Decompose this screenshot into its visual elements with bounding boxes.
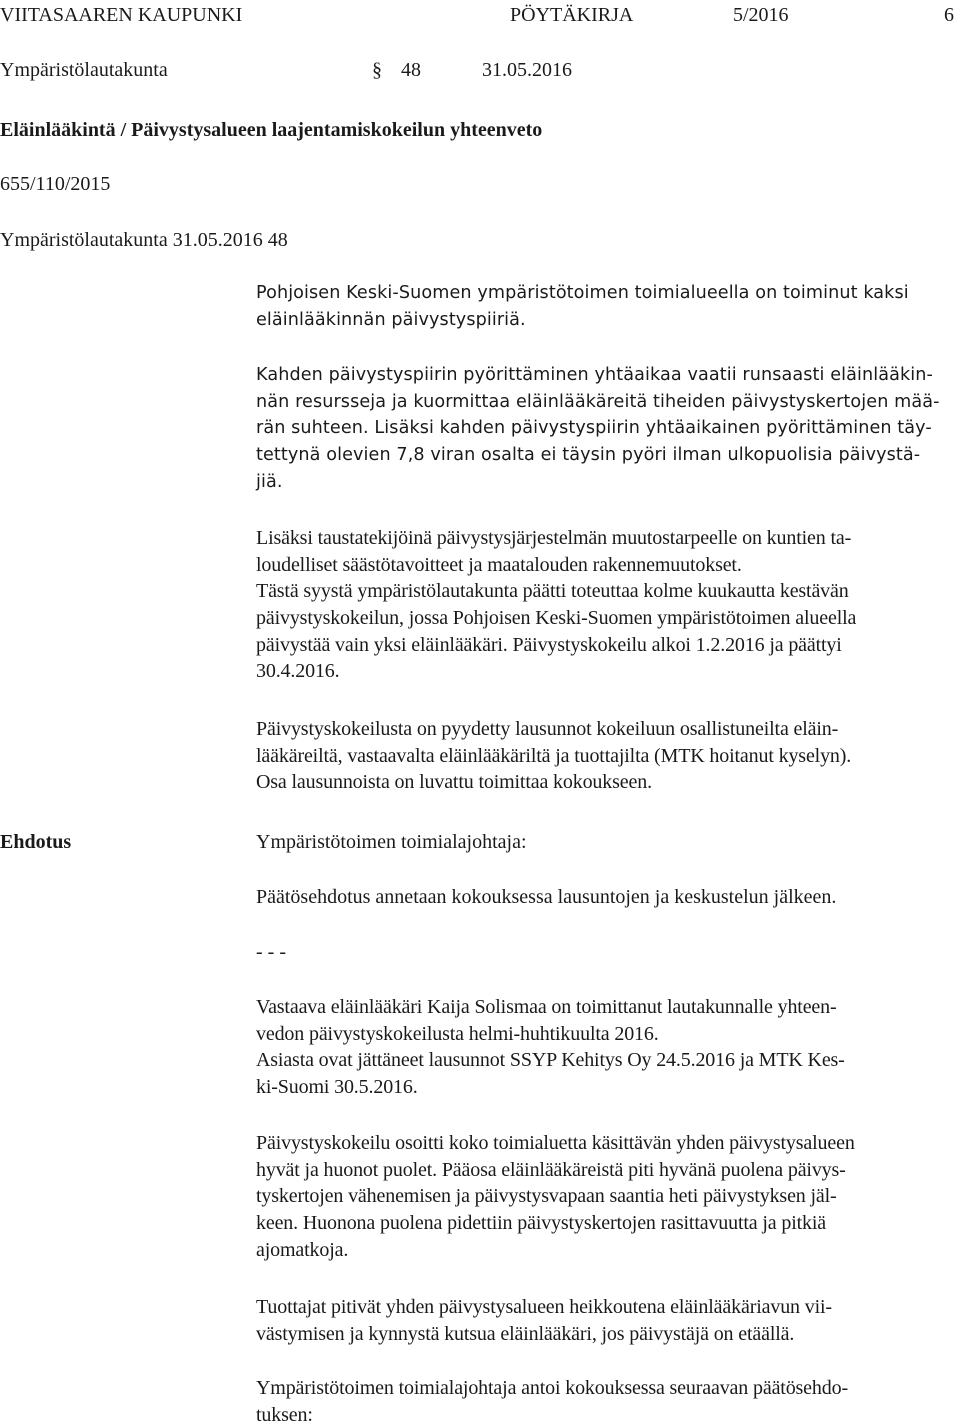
city-name: VIITASAAREN KAUPUNKI — [0, 4, 243, 26]
paragraph-line: vedon päivystyskokeilusta helmi-huhtikuulta 2016. — [256, 1022, 659, 1045]
paragraph-line: Päivystyskokeilusta on pyydetty lausunnot kokeiluun osallistuneilta eläin- — [256, 718, 839, 740]
proposal-presenter: Ympäristötoimen toimialajohtaja: — [256, 831, 527, 853]
paragraph-1 — [256, 280, 956, 333]
paragraph-line: västymisen ja kynnystä kutsua eläinlääkäri, jos päivystäjä on etäällä. — [256, 1322, 795, 1345]
board-name: Ympäristölautakunta — [0, 59, 168, 81]
paragraph-8 — [256, 1375, 956, 1428]
paragraph-2 — [256, 362, 956, 495]
paragraph-line: rän suhteen. Lisäksi kahden päivystyspiirin yhtäaikainen pyörittäminen täy- — [256, 418, 932, 439]
paragraph-5 — [256, 994, 956, 1101]
section-sign: § — [372, 59, 382, 81]
paragraph-line: Tästä syystä ympäristölautakunta päätti toteuttaa kolme kuukautta kestävän — [256, 580, 849, 603]
paragraph-line: hyvät ja huonot puolet. Pääosa eläinlääkäreistä piti hyvänä puolena päivys- — [256, 1158, 846, 1181]
item-reference: 655/110/2015 — [0, 173, 111, 195]
paragraph-line: Osa lausunnoista on luvattu toimittaa kokoukseen. — [256, 771, 652, 794]
paragraph-line: päivystyskokeilun, jossa Pohjoisen Keski-Suomen ympäristötoimen alueella — [256, 607, 857, 630]
document-type: PÖYTÄKIRJA — [510, 4, 634, 26]
paragraph-line: ki-Suomi 30.5.2016. — [256, 1076, 418, 1099]
page-number: 6 — [944, 4, 954, 26]
paragraph-line: Vastaava eläinlääkäri Kaija Solismaa on toimittanut lautakunnalle yhteen- — [256, 996, 837, 1018]
separator: - - - — [256, 941, 286, 963]
paragraph-line: tettynä olevien 7,8 viran osalta ei täysin pyöri ilman ulkopuolisia päivystä- — [256, 445, 921, 466]
paragraph-line: Ympäristötoimen toimialajohtaja antoi kokouksessa seuraavan päätösehdo- — [256, 1377, 848, 1399]
meeting-date: 31.05.2016 — [482, 59, 572, 81]
paragraph-line: Asiasta ovat jättäneet lausunnot SSYP Kehitys Oy 24.5.2016 ja MTK Kes- — [256, 1049, 845, 1072]
paragraph-line: 30.4.2016. — [256, 660, 340, 683]
paragraph-line: Pohjoisen Keski-Suomen ympäristötoimen toimialueella on toiminut kaksi — [256, 283, 909, 303]
paragraph-line: Kahden päivystyspiirin pyörittäminen yhtäaikaa vaatii runsaasti eläinlääkin- — [256, 365, 933, 385]
paragraph-line: Päivystyskokeilu osoitti koko toimialuetta käsittävän yhden päivystysalueen — [256, 1132, 855, 1154]
paragraph-line: ajomatkoja. — [256, 1238, 349, 1261]
document-number: 5/2016 — [733, 4, 789, 26]
proposal-label: Ehdotus — [0, 831, 72, 853]
paragraph-line: lääkäreiltä, vastaavalta eläinlääkäriltä ja tuottajilta (MTK hoitanut kyselyn). — [256, 744, 852, 767]
paragraph-line: päivystää vain yksi eläinlääkäri. Päivystyskokeilu alkoi 1.2.2016 ja päättyi — [256, 633, 842, 656]
item-history-text: Ympäristölautakunta 31.05.2016 48 — [0, 229, 288, 251]
paragraph-line: Tuottajat pitivät yhden päivystysalueen heikkoutena eläinlääkäriavun vii- — [256, 1296, 832, 1318]
proposal-decision: Päätösehdotus annetaan kokouksessa lausuntojen ja keskustelun jälkeen. — [256, 886, 837, 908]
paragraph-line: tuksen: — [256, 1403, 313, 1426]
item-history — [0, 228, 288, 252]
paragraph-line: nän resursseja ja kuormittaa eläinlääkäreitä tiheiden päivystyskertojen mää- — [256, 391, 940, 412]
paragraph-6 — [256, 1130, 956, 1263]
paragraph-7 — [256, 1294, 956, 1347]
paragraph-line: eläinlääkinnän päivystyspiiriä. — [256, 309, 526, 330]
paragraph-line: Lisäksi taustatekijöinä päivystysjärjestelmän muutostarpeelle on kuntien ta- — [256, 527, 852, 549]
paragraph-line: jiä. — [256, 471, 283, 492]
paragraph-line: tyskertojen vähenemisen ja päivystysvapaan saantia heti päivystyksen jäl- — [256, 1185, 837, 1208]
paragraph-3 — [256, 525, 956, 685]
paragraph-line: loudelliset säästötavoitteet ja maatalouden rakennemuutokset. — [256, 553, 742, 576]
paragraph-4 — [256, 716, 956, 796]
item-title: Eläinlääkintä / Päivystysalueen laajentamiskokeilun yhteenveto — [0, 119, 543, 141]
section-number: 48 — [401, 59, 421, 81]
paragraph-line: keen. Huonona puolena pidettiin päivystyskertojen rasittavuutta ja pitkiä — [256, 1212, 827, 1235]
